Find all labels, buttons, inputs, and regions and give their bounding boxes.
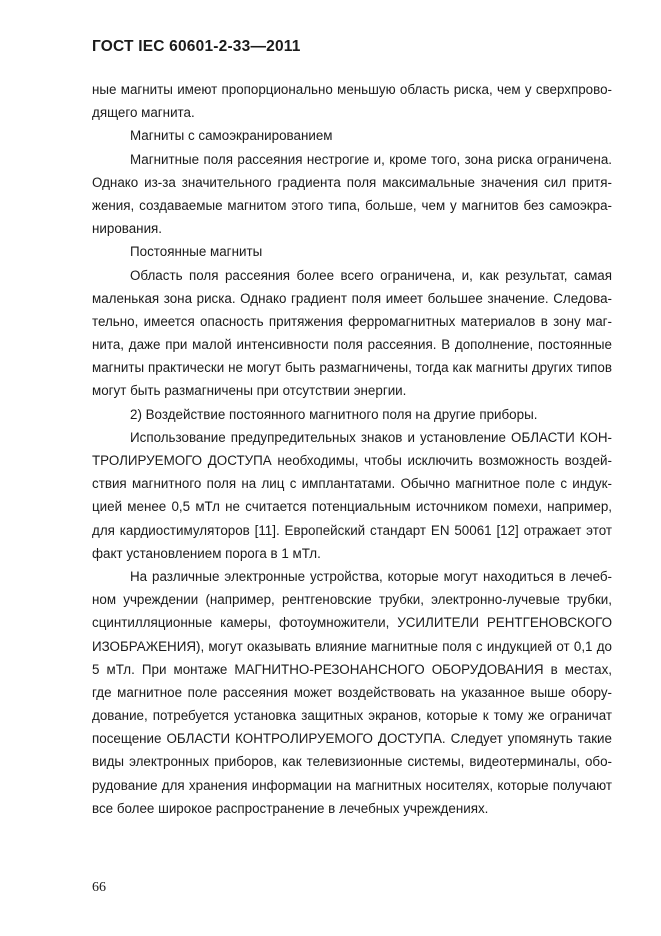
- text-line: ИЗОБРАЖЕНИЯ), могут оказывать влияние магнитные поля с индукцией от 0,1 до: [92, 638, 612, 654]
- text-line: Магнитные поля рассеяния нестрогие и, кроме того, зона риска ограничена.: [130, 151, 612, 167]
- page-number: 66: [92, 880, 106, 895]
- text-line: факт установлением порога в 1 мТл.: [92, 545, 321, 561]
- text-line: ные магниты имеют пропорционально меньшую область риска, чем у сверхпрово-: [92, 82, 612, 97]
- text-line: жения, создаваемые магнитом этого типа, больше, чем у магнитов без самоэкра-: [92, 197, 612, 213]
- text-line: где магнитное поле рассеяния может воздействовать на указанное выше обору-: [92, 684, 612, 700]
- text-line: дящего магнита.: [92, 105, 195, 121]
- subheading-permanent-magnets: Постоянные магниты: [130, 244, 263, 260]
- text-line: сцинтилляционные камеры, фотоумножители, УСИЛИТЕЛИ РЕНТГЕНОВСКОГО: [92, 615, 612, 631]
- text-line: виды электронных приборов, как телевизионные системы, видеотерминалы, обо-: [92, 754, 612, 770]
- document-body: [92, 78, 612, 820]
- numbered-item-2: 2) Воздействие постоянного магнитного поля на другие приборы.: [130, 406, 538, 422]
- text-line: 5 мТл. При монтаже МАГНИТНО-РЕЗОНАНСНОГО ОБОРУДОВАНИЯ в местах,: [92, 661, 612, 677]
- text-line: посещение ОБЛАСТИ КОНТРОЛИРУЕМОГО ДОСТУПА. Следует упомянуть такие: [92, 731, 612, 747]
- text-line: тельно, имеется опасность притяжения ферромагнитных материалов в зону маг-: [92, 313, 612, 329]
- text-line: могут быть размагничены при отсутствии энергии.: [92, 383, 407, 399]
- text-line: все более широкое распространение в лечебных учреждениях.: [92, 800, 489, 816]
- text-line: На различные электронные устройства, которые могут находиться в лечеб-: [130, 568, 612, 584]
- text-line: нита, даже при малой интенсивности поля рассеяния. В дополнение, постоянные: [92, 337, 612, 353]
- page-header-standard-code: ГОСТ IEC 60601-2-33—2011: [92, 38, 301, 55]
- text-line: ТРОЛИРУЕМОГО ДОСТУПА необходимы, чтобы исключить возможность воздей-: [92, 453, 612, 468]
- text-line: маленькая зона риска. Однако градиент поля имеет большее значение. Следова-: [92, 290, 612, 306]
- subheading-self-shielded-magnets: Магниты с самоэкранированием: [130, 128, 333, 144]
- text-line: Область поля рассеяния более всего ограничена, и, как результат, самая: [130, 267, 612, 283]
- text-line: Однако из-за значительного градиента поля максимальные значения сил притя-: [92, 174, 612, 190]
- text-line: рудование для хранения информации на магнитных носителях, которые получают: [92, 777, 612, 793]
- text-line: Использование предупредительных знаков и установление ОБЛАСТИ КОН-: [130, 429, 612, 445]
- text-line: для кардиостимуляторов [11]. Европейский стандарт EN 50061 [12] отражает этот: [92, 522, 612, 538]
- text-line: ном учреждении (например, рентгеновские трубки, электронно-лучевые трубки,: [92, 592, 612, 608]
- text-line: нирования.: [92, 221, 163, 237]
- text-line: магниты практически не могут быть размагничены, тогда как магниты других типов: [92, 360, 612, 376]
- text-line: цией менее 0,5 мТл не считается потенциальным источником помехи, например,: [92, 499, 612, 515]
- text-line: дование, потребуется установка защитных экранов, которые к тому же ограничат: [92, 708, 612, 724]
- text-line: ствия магнитного поля на лиц с имплантатами. Обычно магнитное поле с индук-: [92, 476, 612, 492]
